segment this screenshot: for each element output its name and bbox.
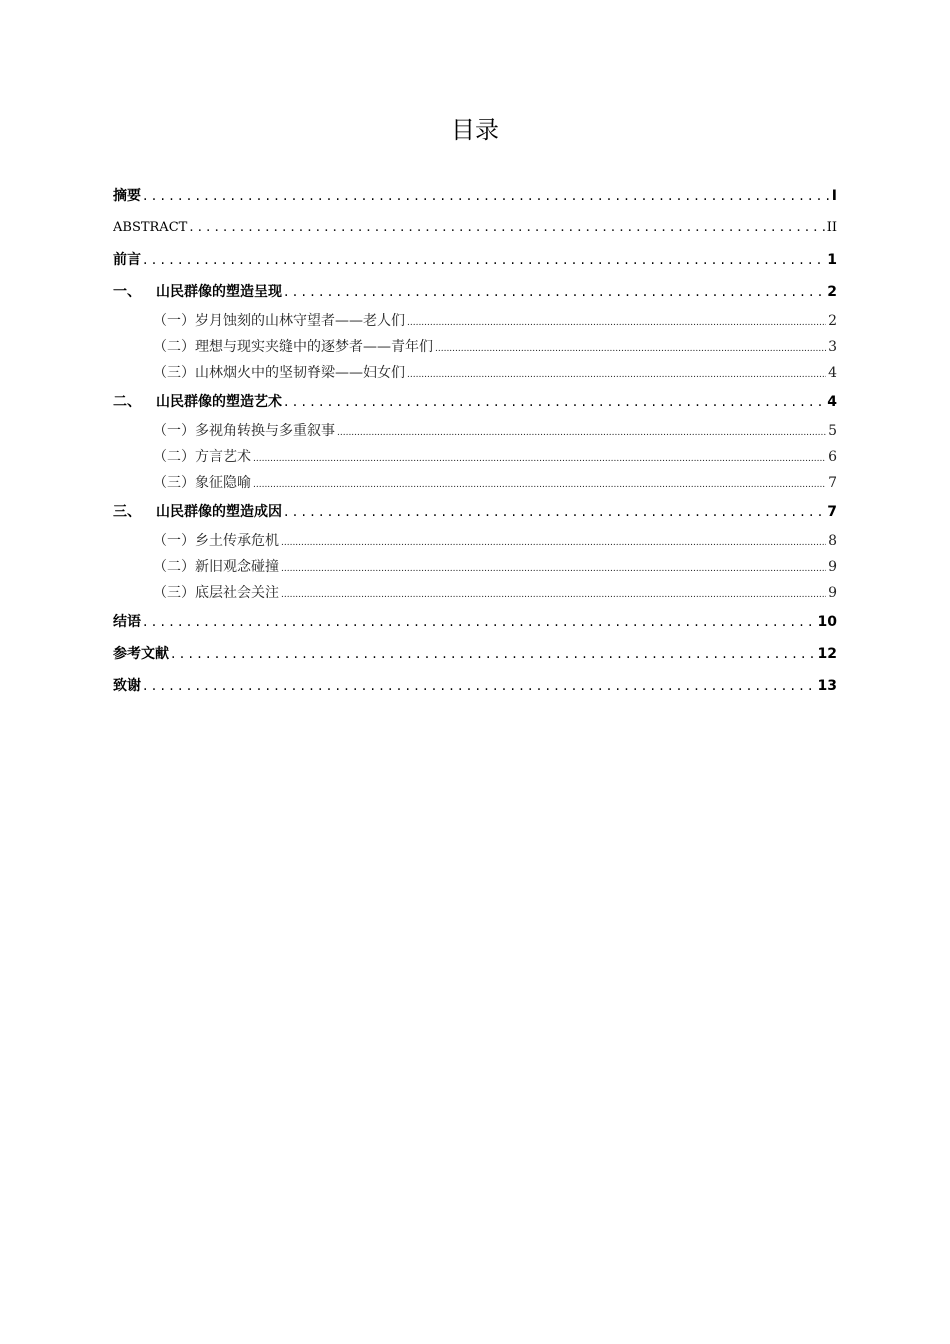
toc-page-number: 2 xyxy=(828,313,837,329)
toc-subentry[interactable] xyxy=(113,580,837,606)
toc-entry[interactable] xyxy=(113,496,837,528)
toc-entry[interactable] xyxy=(113,180,837,212)
toc-dot-leader xyxy=(284,276,825,308)
toc-entry-title: 山民群像的塑造艺术 xyxy=(156,394,282,410)
toc-entry-title: （二）理想与现实夹缝中的逐梦者——青年们 xyxy=(153,339,433,355)
toc-entry-title: （二）方言艺术 xyxy=(153,449,251,465)
toc-dot-leader xyxy=(143,244,825,276)
toc-subentry[interactable] xyxy=(113,528,837,554)
toc-dot-leader xyxy=(284,496,825,528)
toc-page-number: 7 xyxy=(827,504,837,520)
toc-entry-title: 前言 xyxy=(113,252,141,268)
toc-page-number: 3 xyxy=(828,339,837,355)
toc-subentry[interactable] xyxy=(113,334,837,360)
toc-page-number: 2 xyxy=(827,284,837,300)
toc-subentry[interactable] xyxy=(113,308,837,334)
toc-entry-title: 山民群像的塑造呈现 xyxy=(156,284,282,300)
toc-page-number: 8 xyxy=(828,533,837,549)
toc-entry[interactable] xyxy=(113,276,837,308)
toc-entry-title: 山民群像的塑造成因 xyxy=(156,504,282,520)
toc-entry[interactable] xyxy=(113,244,837,276)
toc-dot-leader xyxy=(253,472,826,496)
toc-entry-number: 一、 xyxy=(113,284,141,300)
toc-page-number: 4 xyxy=(828,365,837,381)
toc-entry[interactable] xyxy=(113,606,837,638)
toc-dot-leader xyxy=(143,670,816,702)
toc-page-number: 13 xyxy=(817,678,837,694)
toc-entry-title: （三）象征隐喻 xyxy=(153,475,251,491)
toc-subentry[interactable] xyxy=(113,418,837,444)
toc-dot-leader xyxy=(337,420,826,444)
toc-page-number: II xyxy=(826,220,837,235)
toc-entry-title: （一）多视角转换与多重叙事 xyxy=(153,423,335,439)
toc-entry-title: （一）乡土传承危机 xyxy=(153,533,279,549)
toc-subentry[interactable] xyxy=(113,554,837,580)
toc-dot-leader xyxy=(407,310,826,334)
toc-entry-title: ABSTRACT xyxy=(113,220,188,235)
toc-subentry[interactable] xyxy=(113,360,837,386)
toc-dot-leader xyxy=(281,582,826,606)
toc-page-number: 12 xyxy=(817,646,837,662)
toc-entry[interactable] xyxy=(113,638,837,670)
toc-page-number: 6 xyxy=(828,449,837,465)
toc-dot-leader xyxy=(253,446,826,470)
toc-entry-title: （三）山林烟火中的坚韧脊梁——妇女们 xyxy=(153,365,405,381)
toc-entry-title: （二）新旧观念碰撞 xyxy=(153,559,279,575)
toc-dot-leader xyxy=(407,362,826,386)
toc-page-number: I xyxy=(831,188,837,204)
toc-dot-leader xyxy=(281,530,826,554)
toc-subentry[interactable] xyxy=(113,444,837,470)
toc-entry[interactable] xyxy=(113,212,837,244)
toc-dot-leader xyxy=(143,606,816,638)
page-title: 目录 xyxy=(451,116,499,144)
toc-entry-title: （一）岁月蚀刻的山林守望者——老人们 xyxy=(153,313,405,329)
toc-dot-leader xyxy=(281,556,826,580)
toc-subentry[interactable] xyxy=(113,470,837,496)
toc-entry-number: 三、 xyxy=(113,504,141,520)
table-of-contents xyxy=(113,180,837,702)
toc-page-number: 1 xyxy=(827,252,837,268)
toc-dot-leader xyxy=(143,180,830,212)
toc-entry-title: 结语 xyxy=(113,614,141,630)
toc-entry-title: （三）底层社会关注 xyxy=(153,585,279,601)
toc-page-number: 9 xyxy=(828,585,837,601)
toc-dot-leader xyxy=(435,336,826,360)
toc-entry[interactable] xyxy=(113,670,837,702)
toc-entry-title: 参考文献 xyxy=(113,646,169,662)
toc-page-number: 7 xyxy=(828,475,837,491)
toc-dot-leader xyxy=(189,212,824,244)
toc-page-number: 9 xyxy=(828,559,837,575)
toc-entry-number: 二、 xyxy=(113,394,141,410)
toc-page-number: 4 xyxy=(827,394,837,410)
toc-page-number: 10 xyxy=(817,614,837,630)
toc-page-number: 5 xyxy=(828,423,837,439)
toc-dot-leader xyxy=(171,638,816,670)
toc-entry-title: 致谢 xyxy=(113,678,141,694)
toc-entry-title: 摘要 xyxy=(113,188,141,204)
toc-dot-leader xyxy=(284,386,825,418)
toc-entry[interactable] xyxy=(113,386,837,418)
